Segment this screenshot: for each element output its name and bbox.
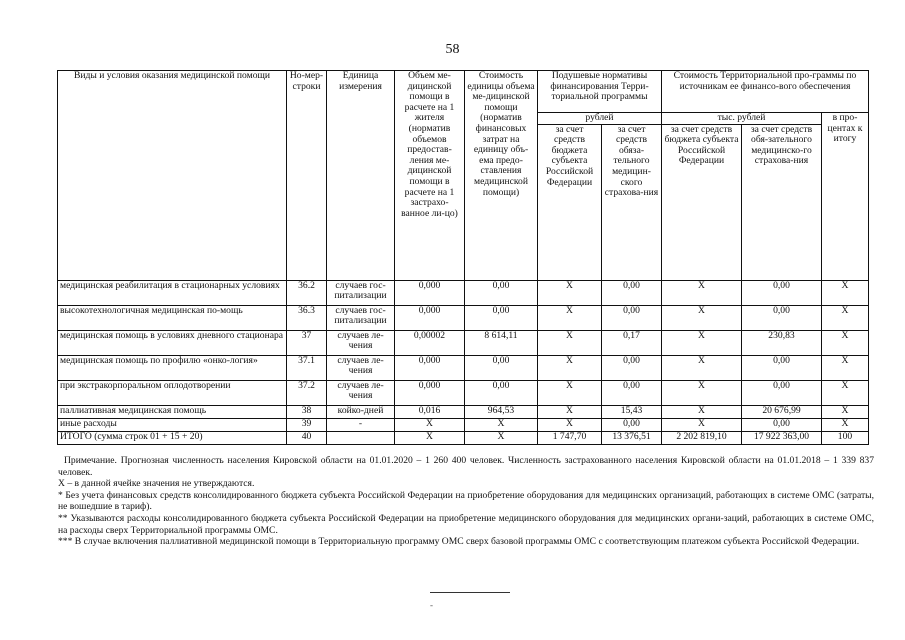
row-cost-budget: 2 202 819,10 (662, 431, 742, 444)
row-norm-oms: 15,43 (602, 405, 662, 418)
row-number: 38 (287, 405, 327, 418)
row-cost-budget: X (662, 280, 742, 305)
row-cost-oms: 230,83 (742, 330, 822, 355)
header-percent: в про-центах к итогу (822, 113, 869, 281)
financing-table (57, 70, 869, 445)
header-unit: Единица измерения (327, 71, 395, 281)
row-percent: 100 (822, 431, 869, 444)
row-unit: - (327, 418, 395, 431)
header-unit-cost: Стоимость единицы объема ме-дицинской помощи (норматив финансовых затрат на единицу объ-ема предо-ставления медицинской помощи) (465, 71, 538, 281)
row-percent: X (822, 418, 869, 431)
row-volume: 0,000 (395, 355, 465, 380)
table-row (58, 305, 869, 330)
row-norm-budget: X (538, 405, 602, 418)
row-name: высокотехнологичная медицинская по-мощь (58, 305, 287, 330)
row-volume: X (395, 418, 465, 431)
row-norm-oms: 13 376,51 (602, 431, 662, 444)
row-norm-budget: X (538, 380, 602, 405)
row-unit-cost: 0,00 (465, 305, 538, 330)
table-row (58, 405, 869, 418)
row-norm-oms: 0,17 (602, 330, 662, 355)
row-cost-budget: X (662, 355, 742, 380)
note-asterisk-1: * Без учета финансовых средств консолидированного бюджета субъекта Российской Федерации на приобретение оборудования для медицинских организаций, работающих в системе ОМС (затраты, не вошедшие в тариф). (58, 489, 874, 513)
row-number: 37 (287, 330, 327, 355)
row-percent: X (822, 405, 869, 418)
row-number: 39 (287, 418, 327, 431)
row-volume: 0,000 (395, 380, 465, 405)
row-number: 37.2 (287, 380, 327, 405)
table-row-total (58, 431, 869, 444)
row-unit-cost: 8 614,11 (465, 330, 538, 355)
row-unit-cost: 964,53 (465, 405, 538, 418)
row-unit-cost: 0,00 (465, 355, 538, 380)
row-unit: случаев ле-чения (327, 330, 395, 355)
row-norm-budget: X (538, 305, 602, 330)
row-unit: случаев ле-чения (327, 355, 395, 380)
table-row (58, 418, 869, 431)
row-volume: 0,016 (395, 405, 465, 418)
row-norm-budget: X (538, 330, 602, 355)
note-x-legend: Х – в данной ячейке значения не утверждаются. (58, 478, 255, 490)
row-unit (327, 431, 395, 444)
row-norm-budget: X (538, 418, 602, 431)
row-cost-budget: X (662, 380, 742, 405)
header-kind: Виды и условия оказания медицинской помощи (58, 71, 287, 281)
row-cost-budget: X (662, 330, 742, 355)
row-percent: X (822, 305, 869, 330)
row-unit-cost: X (465, 431, 538, 444)
row-cost-oms: 0,00 (742, 305, 822, 330)
row-percent: X (822, 330, 869, 355)
row-cost-budget: X (662, 418, 742, 431)
row-norm-oms: 0,00 (602, 380, 662, 405)
row-number: 36.3 (287, 305, 327, 330)
row-percent: X (822, 355, 869, 380)
row-cost-oms: 0,00 (742, 280, 822, 305)
row-number: 40 (287, 431, 327, 444)
row-norm-oms: 0,00 (602, 305, 662, 330)
row-norm-oms: 0,00 (602, 418, 662, 431)
footer-rule (430, 592, 510, 593)
row-norm-budget: X (538, 280, 602, 305)
row-name: иные расходы (58, 418, 287, 431)
table-row (58, 330, 869, 355)
table-row (58, 280, 869, 305)
row-percent: X (822, 380, 869, 405)
header-row-number: Но-мер-строки (287, 71, 327, 281)
page-number: 58 (445, 42, 460, 57)
footer-mark: - (430, 600, 433, 610)
note-population: Примечание. Прогнозная численность населения Кировской области на 01.01.2020 – 1 260 400 человек. Численность застрахованного населения Кировской области на 01.01.2018 – 1 339 837 человек. (58, 455, 874, 478)
note-asterisk-3: *** В случае включения паллиативной медицинской помощи в Территориальную программу ОМС сверх базовой программы ОМС с соответствующим платежом субъекта Российской Федерации. (58, 536, 860, 548)
header-norm-oms: за счет средств обяза-тельного медицин-ского страхова-ния (602, 124, 662, 280)
row-number: 36.2 (287, 280, 327, 305)
header-unit-thousand-rubles: тыс. рублей (662, 113, 822, 125)
header-group-norms: Подушевые нормативы финансирования Терри-ториальной программы (538, 71, 662, 113)
row-name: ИТОГО (сумма строк 01 + 15 + 20) (58, 431, 287, 444)
row-unit-cost: X (465, 418, 538, 431)
header-volume: Объем ме-дицинской помощи в расчете на 1 жителя (норматив объемов предостав-ления ме-дицинской помощи в расчете на 1 застрахо-ванное ли-цо) (395, 71, 465, 281)
row-volume: X (395, 431, 465, 444)
header-unit-rubles: рублей (538, 113, 662, 125)
row-volume: 0,00002 (395, 330, 465, 355)
row-percent: X (822, 280, 869, 305)
row-unit-cost: 0,00 (465, 380, 538, 405)
row-norm-budget: 1 747,70 (538, 431, 602, 444)
notes (58, 455, 874, 548)
row-name: при экстракорпоральном оплодотворении (58, 380, 287, 405)
row-cost-oms: 0,00 (742, 380, 822, 405)
row-unit: койко-дней (327, 405, 395, 418)
header-cost-oms: за счет средств обя-зательного медицинско-го страхова-ния (742, 124, 822, 280)
header-norm-budget: за счет средств бюджета субъекта Российской Федерации (538, 124, 602, 280)
row-cost-oms: 17 922 363,00 (742, 431, 822, 444)
row-norm-budget: X (538, 355, 602, 380)
row-cost-oms: 0,00 (742, 355, 822, 380)
row-cost-oms: 0,00 (742, 418, 822, 431)
row-unit: случаев ле-чения (327, 380, 395, 405)
row-cost-budget: X (662, 405, 742, 418)
note-asterisk-2: ** Указываются расходы консолидированного бюджета субъекта Российской Федерации на приобретение медицинского оборудования для медицинских органи-заций, работающих в системе ОМС, на расходы сверх Территориальной программы ОМС. (58, 512, 874, 536)
header-group-cost: Стоимость Территориальной про-граммы по источникам ее финансо-вого обеспечения (662, 71, 869, 113)
row-norm-oms: 0,00 (602, 355, 662, 380)
row-name: медицинская реабилитация в стационарных условиях (58, 280, 287, 305)
row-name: медицинская помощь в условиях дневного стационара (58, 330, 287, 355)
row-unit-cost: 0,00 (465, 280, 538, 305)
row-number: 37.1 (287, 355, 327, 380)
table-row (58, 355, 869, 380)
row-name: медицинская помощь по профилю «онко-логия» (58, 355, 287, 380)
row-norm-oms: 0,00 (602, 280, 662, 305)
table-row (58, 380, 869, 405)
row-cost-oms: 20 676,99 (742, 405, 822, 418)
row-name: паллиативная медицинская помощь (58, 405, 287, 418)
row-cost-budget: X (662, 305, 742, 330)
row-volume: 0,000 (395, 305, 465, 330)
row-volume: 0,000 (395, 280, 465, 305)
row-unit: случаев гос-питализации (327, 305, 395, 330)
header-cost-budget: за счет средств бюджета субъекта Российской Федерации (662, 124, 742, 280)
row-unit: случаев гос-питализации (327, 280, 395, 305)
